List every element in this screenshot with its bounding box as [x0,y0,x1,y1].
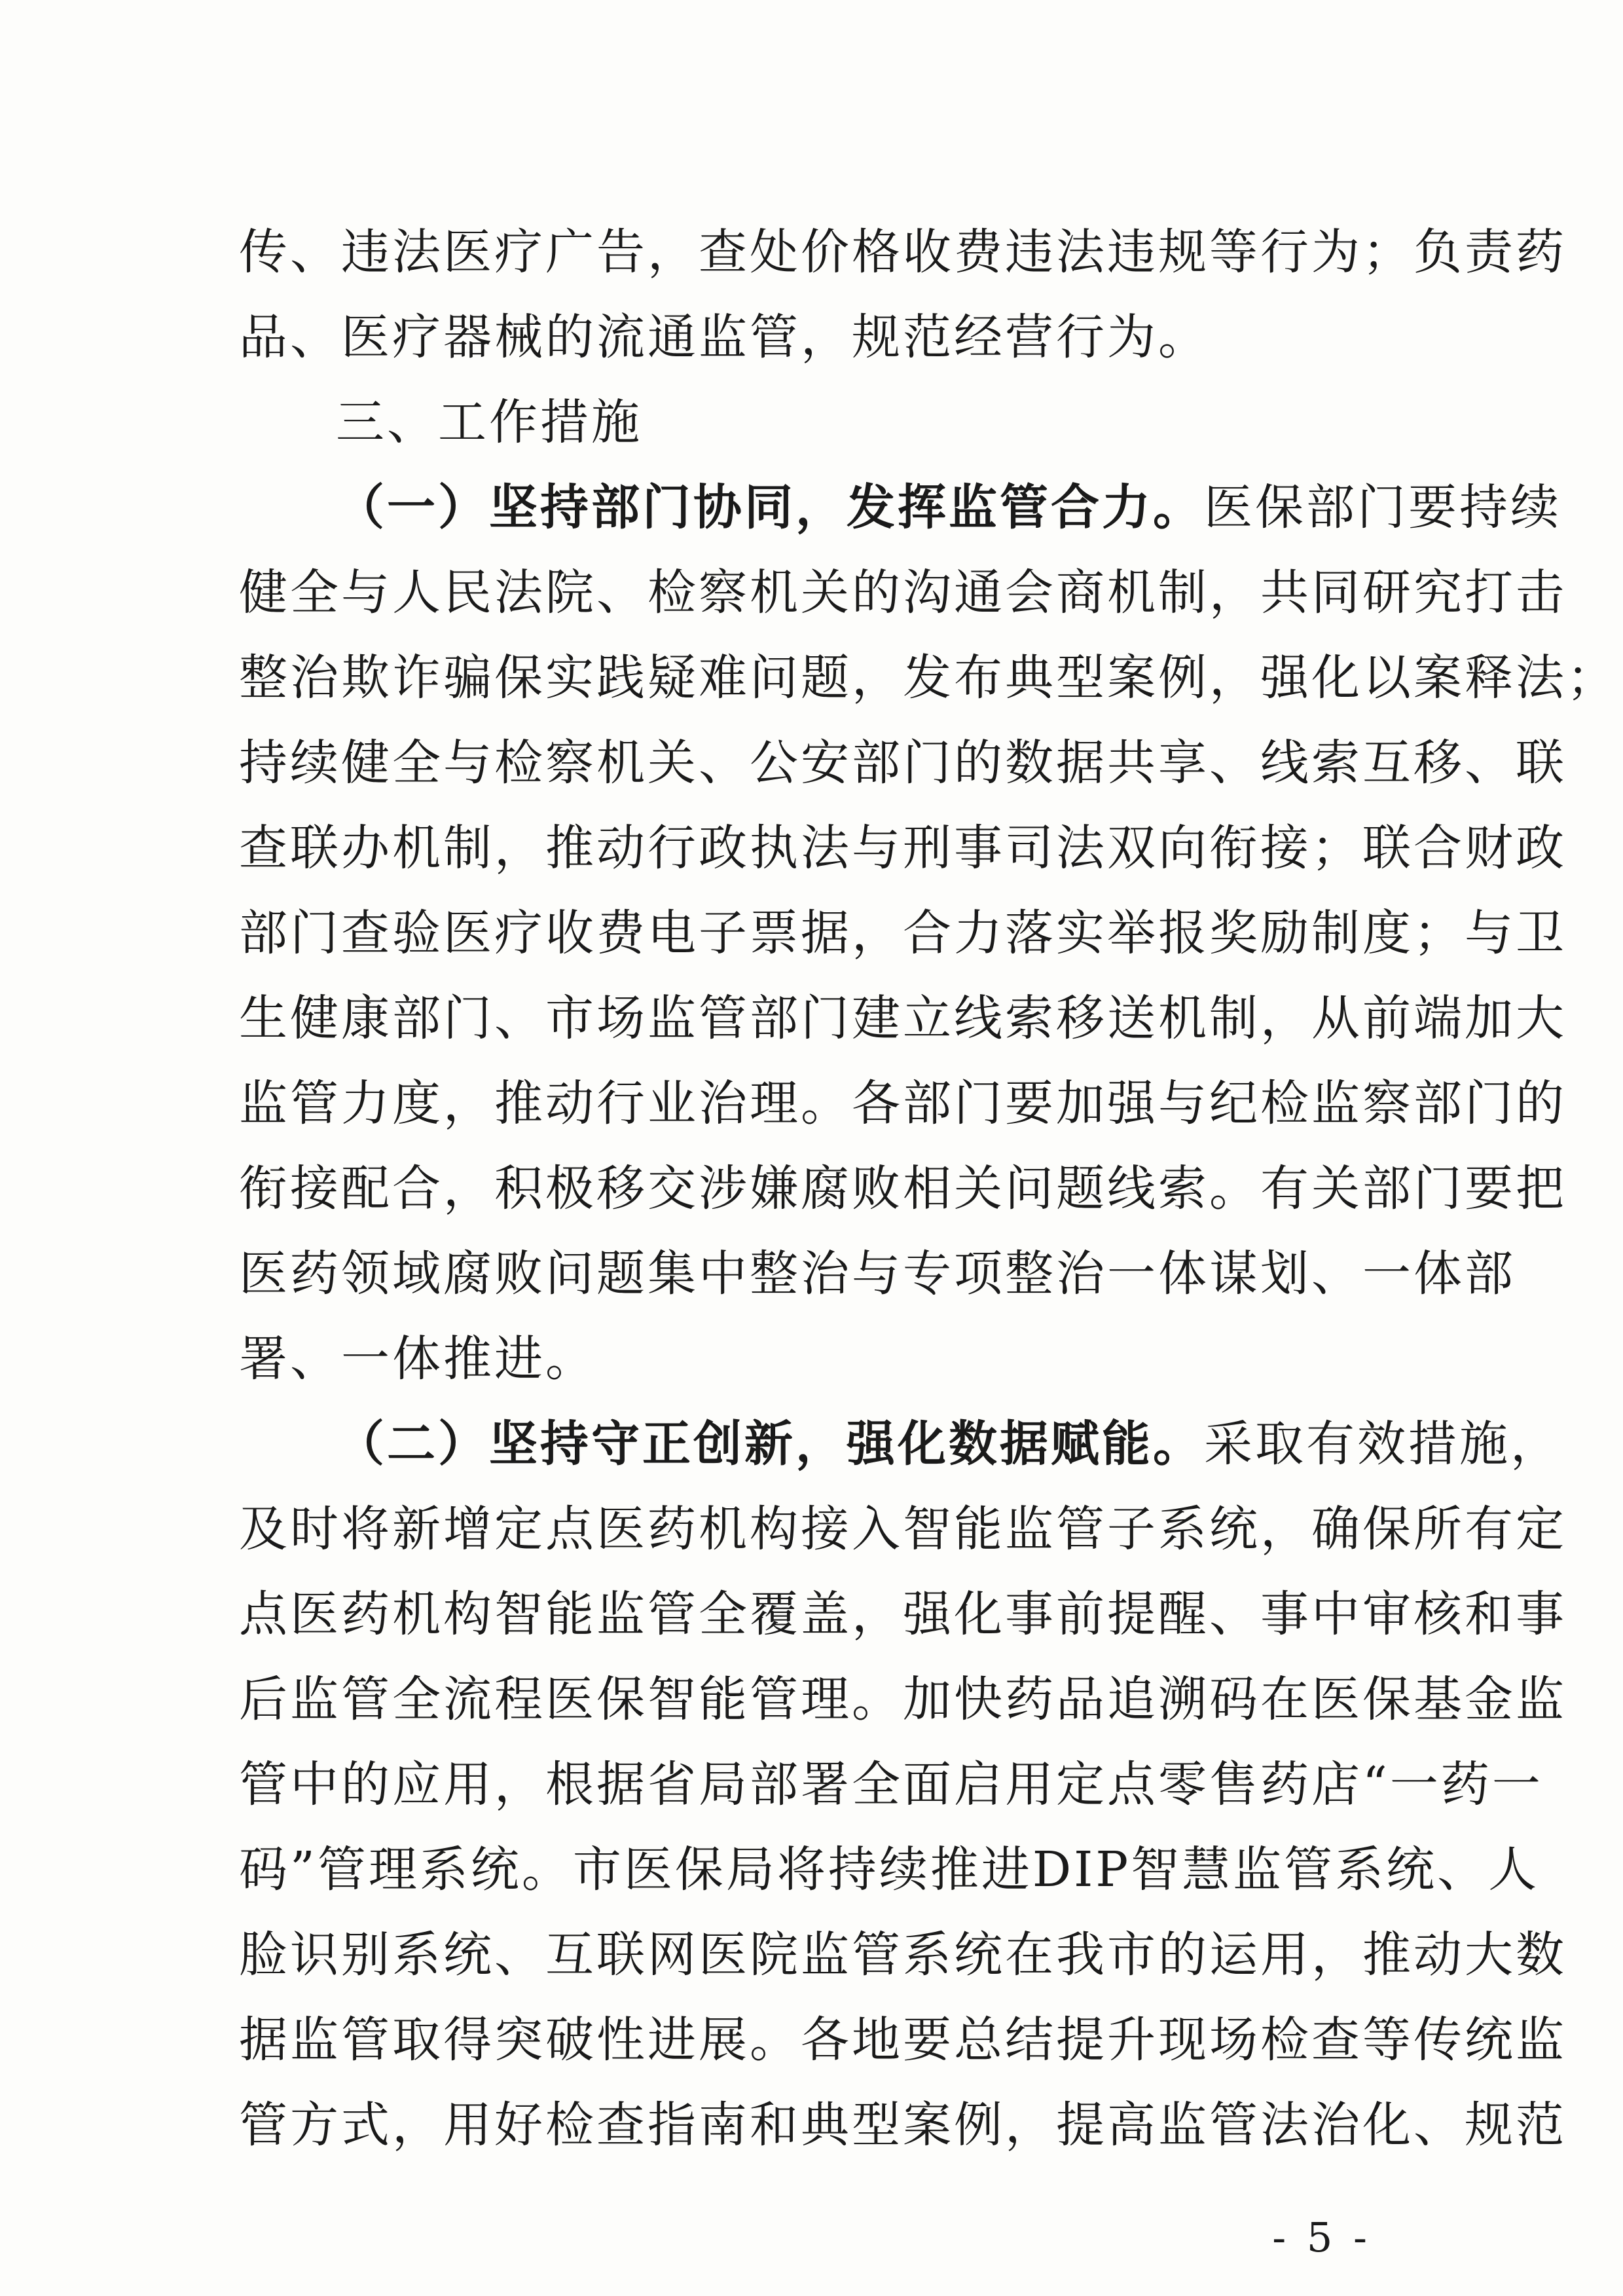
text-run: 医保部门要持续 [1204,479,1561,536]
text-line: 码”管理系统。市医保局将持续推进DIP智慧监管系统、人 [239,1842,1540,1898]
text-line: 据监管取得突破性进展。各地要总结提升现场检查等传统监 [239,2012,1567,2068]
paragraph-first-line [239,465,1561,550]
text-line: 查联办机制，推动行政执法与刑事司法双向衔接；联合财政 [239,820,1567,876]
text-line: 管中的应用，根据省局部署全面启用定点零售药店“一药一 [239,1756,1543,1813]
text-line: 传、违法医疗广告，查处价格收费违法违规等行为；负责药 [239,224,1567,280]
bold-lead: （二）坚持守正创新，强化数据赋能。 [336,1416,1204,1472]
text-line: 衔接配合，积极移交涉嫌腐败相关问题线索。有关部门要把 [239,1160,1567,1217]
text-line: 及时将新增定点医药机构接入智能监管子系统，确保所有定 [239,1501,1567,1557]
text-line: 后监管全流程医保智能管理。加快药品追溯码在医保基金监 [239,1671,1567,1728]
text-line: 管方式，用好检查指南和典型案例，提高监管法治化、规范 [239,2097,1567,2153]
text-line: 医药领域腐败问题集中整治与专项整治一体谋划、一体部 [239,1246,1516,1302]
text-run: 采取有效措施， [1204,1416,1561,1472]
body-text [239,210,1618,2168]
text-line: 部门查验医疗收费电子票据，合力落实举报奖励制度；与卫 [239,905,1567,961]
text-line: 品、医疗器械的流通监管，规范经营行为。 [239,309,1209,365]
text-line: 脸识别系统、互联网医院监管系统在我市的运用，推动大数 [239,1927,1567,1983]
text-line: 监管力度，推动行业治理。各部门要加强与纪检监察部门的 [239,1075,1567,1132]
text-line: 生健康部门、市场监管部门建立线索移送机制，从前端加大 [239,990,1567,1046]
text-line: 持续健全与检察机关、公安部门的数据共享、线索互移、联 [239,735,1567,791]
page-number: - 5 - [1272,2213,1371,2261]
section-heading: 三、工作措施 [336,394,642,451]
paragraph-first-line [239,1401,1561,1487]
text-line: 署、一体推进。 [239,1331,596,1387]
text-line: 健全与人民法院、检察机关的沟通会商机制，共同研究打击 [239,565,1567,621]
bold-lead: （一）坚持部门协同，发挥监管合力。 [336,479,1204,536]
text-line: 点医药机构智能监管全覆盖，强化事前提醒、事中审核和事 [239,1586,1567,1642]
text-line: 整治欺诈骗保实践疑难问题，发布典型案例，强化以案释法； [239,650,1618,706]
